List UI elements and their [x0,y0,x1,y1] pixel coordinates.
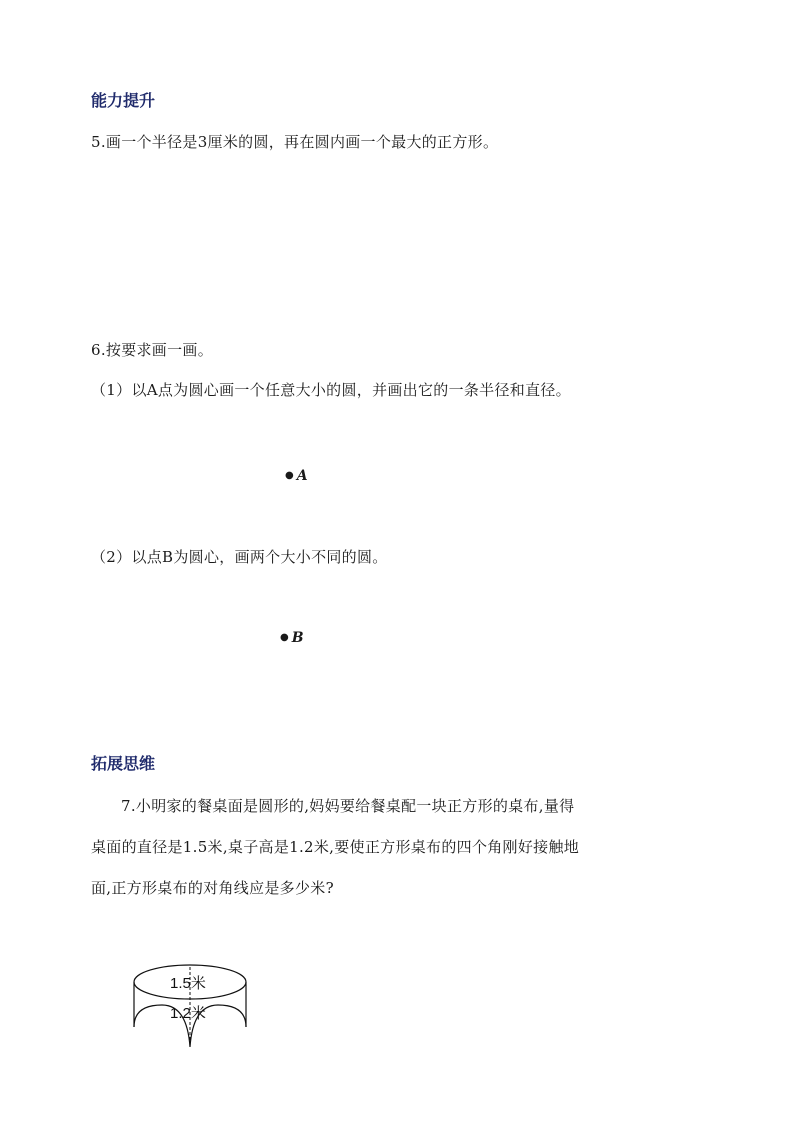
point-a-letter: A [296,468,308,484]
point-b-letter: B [291,630,304,646]
question-5: 5.画一个半径是3厘米的圆，再在圆内画一个最大的正方形。 [91,133,499,151]
table-figure [125,955,265,1055]
diameter-label: 1.5米 [170,975,206,992]
point-a-dot: ● [285,470,294,481]
section-title-ability: 能力提升 [91,91,156,110]
question-7-line-2: 桌面的直径是1.5米,桌子高是1.2米,要使正方形桌布的四个角刚好接触地 [91,838,580,856]
question-6: 6.按要求画一画。 [91,341,214,359]
point-a-label [285,468,308,484]
question-6-part-2: （2）以点B为圆心，画两个大小不同的圆。 [91,548,388,566]
point-b-dot: ● [280,632,289,643]
question-6-part-1: （1）以A点为圆心画一个任意大小的圆，并画出它的一条半径和直径。 [91,381,571,399]
point-b-label [280,630,304,646]
question-7-line-1: 7.小明家的餐桌面是圆形的,妈妈要给餐桌配一块正方形的桌布,量得 [121,797,575,815]
section-title-extension: 拓展思维 [91,754,156,773]
height-label: 1.2米 [170,1005,206,1022]
question-7-line-3: 面,正方形桌布的对角线应是多少米? [91,879,334,897]
